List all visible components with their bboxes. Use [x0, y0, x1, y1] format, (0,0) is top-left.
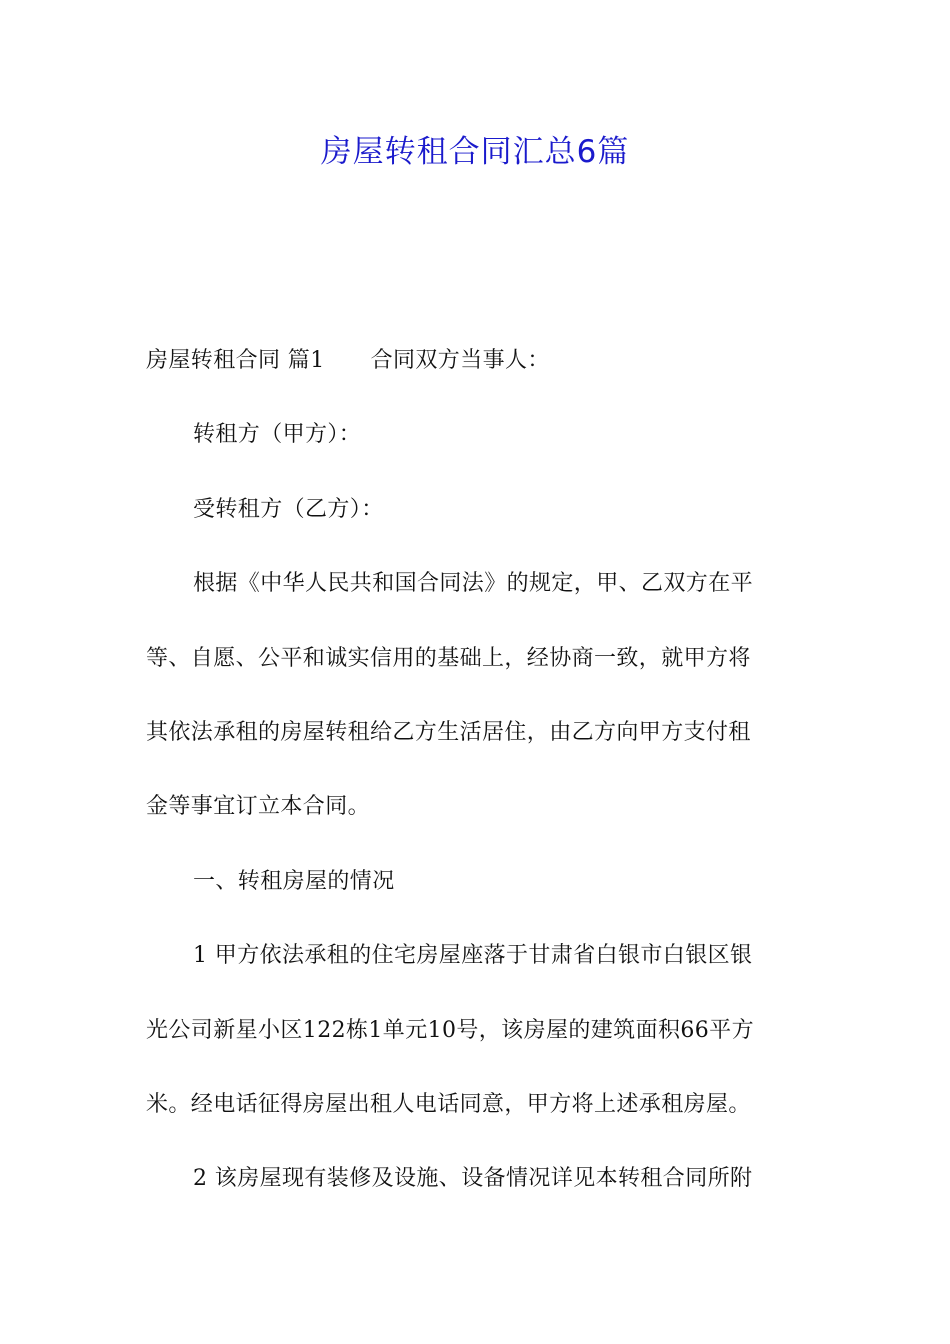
paragraph-line-4: 根据《中华人民共和国合同法》的规定，甲、乙双方在平 [193, 571, 754, 597]
paragraph-line-5: 等、自愿、公平和诚实信用的基础上，经协商一致，就甲方将 [146, 645, 751, 671]
paragraph-line-7: 金等事宜订立本合同。 [146, 794, 371, 820]
paragraph-line-12: 2 该房屋现有装修及设施、设备情况详见本转租合同所附 [193, 1166, 753, 1192]
section-heading: 房屋转租合同 篇1 [146, 348, 325, 373]
parties-label: 合同双方当事人： [370, 348, 550, 373]
paragraph-line-3: 受转租方（乙方）： [193, 496, 384, 522]
paragraph-line-2: 转租方（甲方）： [193, 422, 362, 448]
paragraph-line-11: 米。经电话征得房屋出租人电话同意，甲方将上述承租房屋。 [146, 1091, 751, 1117]
paragraph-line-8: 一、转租房屋的情况 [193, 868, 395, 894]
document-body [146, 337, 806, 1230]
paragraph-line-1 [146, 337, 806, 411]
document-title: 房屋转租合同汇总6篇 [320, 134, 630, 170]
paragraph-line-6: 其依法承租的房屋转租给乙方生活居住，由乙方向甲方支付租 [146, 719, 751, 745]
paragraph-line-9: 1 甲方依法承租的住宅房屋座落于甘肃省白银市白银区银 [193, 943, 753, 969]
paragraph-line-10: 光公司新星小区122栋1单元10号，该房屋的建筑面积66平方 [146, 1017, 754, 1043]
